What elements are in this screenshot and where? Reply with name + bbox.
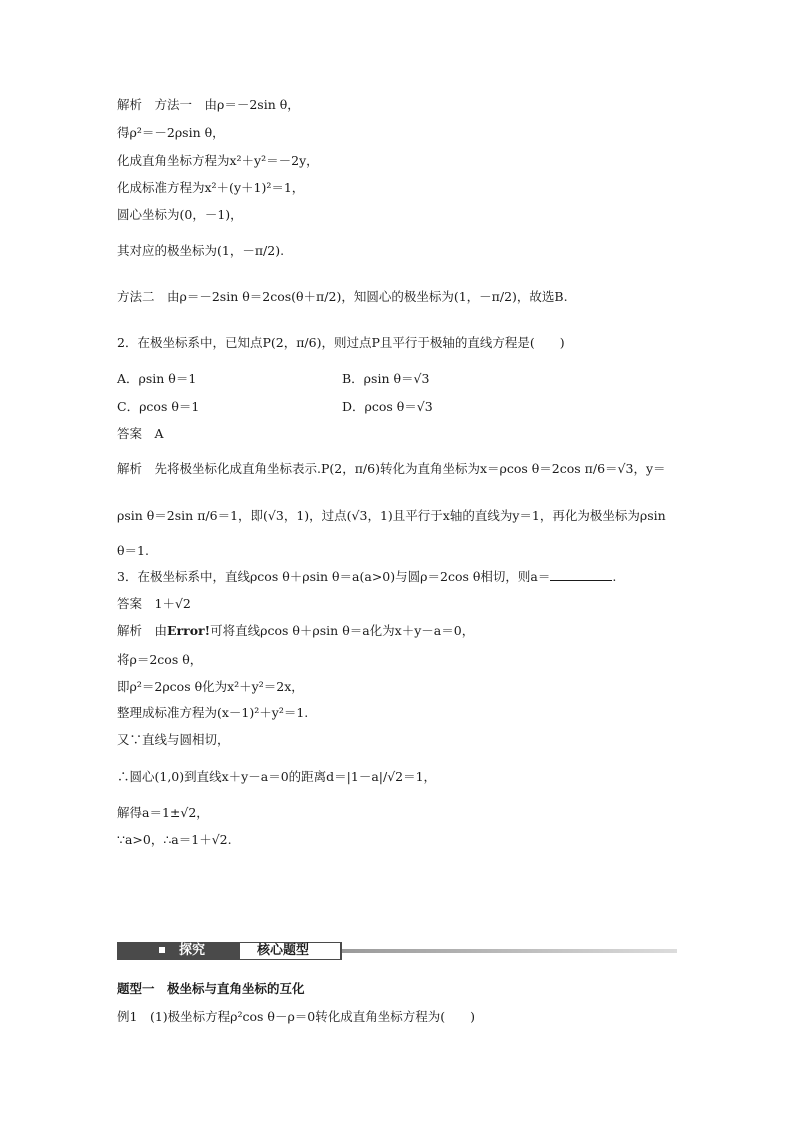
error-marker: Error! <box>167 623 211 638</box>
question-3 <box>117 568 616 586</box>
solution-2-line: ρsin θ＝2sin π/6＝1，即(√3，1)，过点(√3，1)且平行于x轴的直线为y＝1，再化为极坐标为ρsin <box>117 508 666 523</box>
solution-line: 化成直角坐标方程为x²＋y²＝－2y， <box>117 153 319 168</box>
solution-3-line: 即ρ²＝2ρcos θ化为x²＋y²＝2x， <box>117 679 304 694</box>
solution-line: 化成标准方程为x²＋(y＋1)²＝1， <box>117 180 305 195</box>
banner-label: 探究 <box>179 943 206 958</box>
solution-2-line: θ＝1. <box>117 543 149 558</box>
solution-3-line: 又∵直线与圆相切， <box>117 732 230 747</box>
square-bullet-icon <box>159 947 165 953</box>
document-page <box>117 0 677 1123</box>
solution-line: 解析 方法一 由ρ＝－2sin θ， <box>117 97 300 112</box>
solution-line: 得ρ²＝－2ρsin θ， <box>117 125 225 140</box>
answer-blank <box>550 568 612 581</box>
option-a: A．ρsin θ＝1 <box>117 371 197 386</box>
solution-line: 其对应的极坐标为(1，－π/2). <box>117 243 285 258</box>
question-2: 2．在极坐标系中，已知点P(2，π/6)，则过点P且平行于极轴的直线方程是( ) <box>117 335 565 350</box>
solution-3-line: 将ρ＝2cos θ， <box>117 652 203 667</box>
type-heading: 题型一 极坐标与直角坐标的互化 <box>117 981 305 996</box>
solution-3-line: ∴圆心(1,0)到直线x＋y－a＝0的距离d＝|1－a|/√2＝1， <box>117 769 437 784</box>
solution-line: 圆心坐标为(0，－1)， <box>117 207 243 222</box>
question-3-end: . <box>612 569 617 584</box>
option-d: D．ρcos θ＝√3 <box>342 399 433 414</box>
example-1: 例1 (1)极坐标方程ρ²cos θ－ρ＝0转化成直角坐标方程为( ) <box>117 1009 476 1024</box>
solution-line: 方法二 由ρ＝－2sin θ＝2cos(θ＋π/2)，知圆心的极坐标为(1，－π/2)，故选B. <box>117 289 568 304</box>
option-c: C．ρcos θ＝1 <box>117 399 200 414</box>
banner-rule <box>342 949 677 953</box>
banner-sublabel: 核心题型 <box>257 943 310 958</box>
solution-3-line: ∵a>0，∴a＝1＋√2. <box>117 832 232 847</box>
solution-2-line: 解析 先将极坐标化成直角坐标表示.P(2，π/6)转化为直角坐标为x＝ρcos θ＝2cos π/6＝√3，y＝ <box>117 461 666 476</box>
solution-3-line: 解得a＝1±√2， <box>117 805 209 820</box>
solution-3-line: 整理成标准方程为(x－1)²＋y²＝1. <box>117 705 309 720</box>
solution-3-prefix: 解析 由 <box>117 623 168 638</box>
answer-3: 答案 1＋√2 <box>117 596 191 611</box>
answer-2: 答案 A <box>117 426 164 441</box>
solution-3-line <box>117 622 474 640</box>
question-3-text: 3．在极坐标系中，直线ρcos θ＋ρsin θ＝a(a>0)与圆ρ＝2cos θ相切，则a＝ <box>117 569 551 584</box>
option-b: B．ρsin θ＝√3 <box>342 371 430 386</box>
section-banner <box>117 940 677 962</box>
solution-3-text: 可将直线ρcos θ＋ρsin θ＝a化为x＋y－a＝0， <box>210 623 475 638</box>
